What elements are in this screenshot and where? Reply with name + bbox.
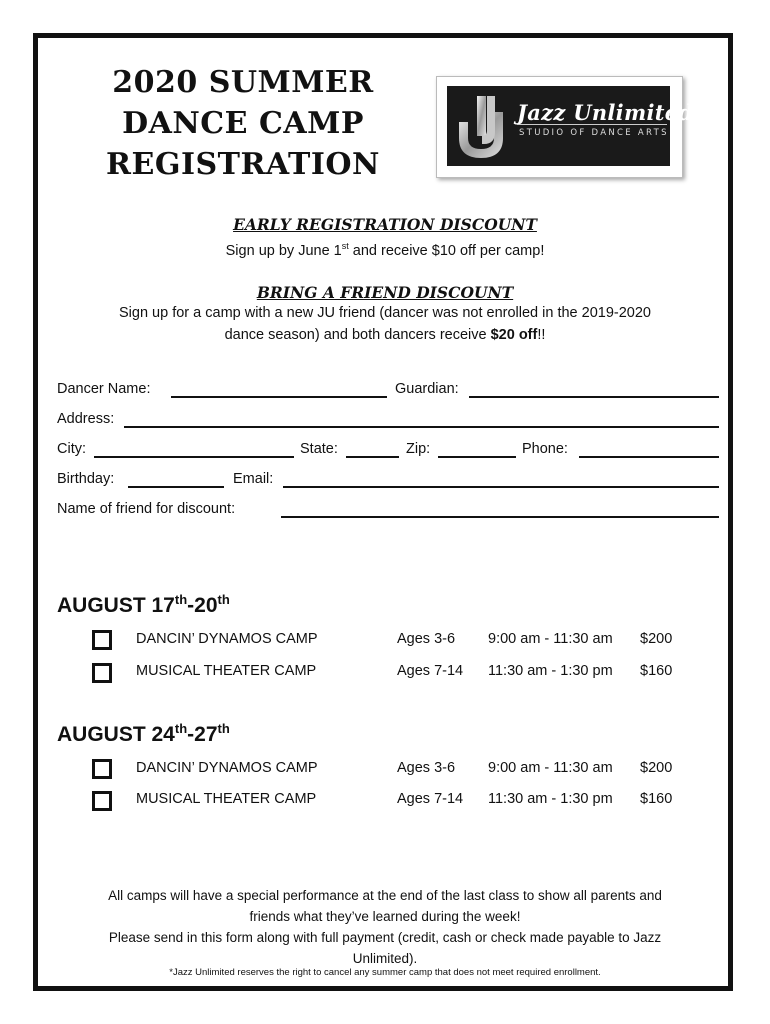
title-line-1: 2020 SUMMER bbox=[112, 65, 374, 100]
dancer-name-label: Dancer Name: bbox=[57, 381, 151, 397]
early-discount-heading: EARLY REGISTRATION DISCOUNT bbox=[233, 215, 537, 234]
city-field[interactable] bbox=[94, 456, 294, 458]
camp-checkbox-aug24-dynamos[interactable] bbox=[92, 759, 112, 779]
friend-name-field[interactable] bbox=[281, 516, 719, 518]
session-1-sup-2: th bbox=[217, 592, 230, 607]
camp-time: 11:30 am - 1:30 pm bbox=[488, 663, 613, 679]
footer-notes bbox=[45, 885, 725, 969]
phone-field[interactable] bbox=[579, 456, 719, 458]
session-2-sup-1: th bbox=[174, 721, 188, 736]
session-2-heading bbox=[57, 723, 230, 747]
early-text-before: Sign up by June 1 bbox=[225, 242, 342, 259]
birthday-label: Birthday: bbox=[57, 471, 115, 487]
friend-line2-after: !! bbox=[537, 327, 546, 343]
email-field[interactable] bbox=[283, 486, 719, 488]
zip-field[interactable] bbox=[438, 456, 516, 458]
dancer-name-field[interactable] bbox=[171, 396, 387, 398]
session-2-mid: -27 bbox=[187, 723, 218, 746]
state-label: State: bbox=[300, 441, 338, 457]
zip-label: Zip: bbox=[406, 441, 431, 457]
camp-name: MUSICAL THEATER CAMP bbox=[136, 791, 317, 807]
address-label: Address: bbox=[57, 411, 115, 427]
camp-time: 9:00 am - 11:30 am bbox=[488, 631, 613, 647]
logo-tagline: STUDIO OF DANCE ARTS bbox=[519, 128, 669, 138]
early-text-after: and receive $10 off per camp! bbox=[348, 242, 545, 259]
camp-ages: Ages 3-6 bbox=[397, 631, 456, 647]
logo-panel bbox=[447, 86, 694, 166]
guardian-field[interactable] bbox=[469, 396, 719, 398]
early-discount-section bbox=[40, 215, 730, 262]
state-field[interactable] bbox=[346, 456, 399, 458]
footer-line-1: All camps will have a special performance at the end of the last class to show all parents and bbox=[108, 888, 662, 903]
camp-ages: Ages 3-6 bbox=[397, 760, 456, 776]
friend-discount-section bbox=[40, 283, 730, 346]
camp-time: 11:30 am - 1:30 pm bbox=[488, 791, 613, 807]
camp-price: $160 bbox=[640, 663, 673, 679]
logo-wordmark: Jazz Unlimited bbox=[517, 100, 694, 125]
session-1-mid: -20 bbox=[187, 594, 218, 617]
camp-checkbox-aug17-theater[interactable] bbox=[92, 663, 112, 683]
phone-label: Phone: bbox=[522, 441, 568, 457]
early-text-sup: st bbox=[341, 241, 349, 251]
friend-discount-line-1: Sign up for a camp with a new JU friend (dancer was not enrolled in the 2019-2020 bbox=[119, 305, 651, 321]
studio-logo bbox=[436, 76, 694, 178]
footer-line-2: friends what they’ve learned during the week! bbox=[249, 909, 521, 924]
email-label: Email: bbox=[233, 471, 274, 487]
early-discount-text bbox=[40, 235, 730, 262]
page-title bbox=[78, 62, 408, 185]
footer-line-3: Please send in this form along with full payment (credit, cash or check made payable to Jazz bbox=[108, 930, 662, 945]
session-1-heading bbox=[57, 594, 230, 618]
camp-name: DANCIN’ DYNAMOS CAMP bbox=[136, 631, 318, 647]
camp-price: $200 bbox=[640, 760, 673, 776]
session-1-sup-1: th bbox=[174, 592, 188, 607]
camp-time: 9:00 am - 11:30 am bbox=[488, 760, 613, 776]
camp-name: DANCIN’ DYNAMOS CAMP bbox=[136, 760, 318, 776]
logo-rule bbox=[517, 124, 667, 125]
address-field[interactable] bbox=[124, 426, 719, 428]
friend-line2-bold: $20 off bbox=[490, 327, 538, 343]
title-line-3: REGISTRATION bbox=[106, 147, 380, 182]
session-1-month: AUGUST 17 bbox=[57, 594, 175, 617]
title-line-2: DANCE CAMP bbox=[122, 106, 364, 141]
camp-ages: Ages 7-14 bbox=[397, 791, 464, 807]
camp-price: $200 bbox=[640, 631, 673, 647]
footer-line-4: Unlimited). bbox=[352, 951, 418, 966]
friend-discount-line-2 bbox=[40, 324, 730, 346]
birthday-field[interactable] bbox=[128, 486, 224, 488]
fine-print: *Jazz Unlimited reserves the right to cancel any summer camp that does not meet required enrollment. bbox=[169, 967, 601, 978]
camp-name: MUSICAL THEATER CAMP bbox=[136, 663, 317, 679]
guardian-label: Guardian: bbox=[395, 381, 459, 397]
friend-line2-before: dance season) and both dancers receive bbox=[224, 327, 491, 343]
session-2-month: AUGUST 24 bbox=[57, 723, 175, 746]
friend-discount-heading: BRING A FRIEND DISCOUNT bbox=[256, 283, 514, 302]
session-2-sup-2: th bbox=[217, 721, 230, 736]
friend-name-label: Name of friend for discount: bbox=[57, 501, 236, 517]
camp-checkbox-aug24-theater[interactable] bbox=[92, 791, 112, 811]
ju-monogram-icon bbox=[451, 92, 517, 162]
city-label: City: bbox=[57, 441, 86, 457]
camp-checkbox-aug17-dynamos[interactable] bbox=[92, 630, 112, 650]
camp-ages: Ages 7-14 bbox=[397, 663, 464, 679]
camp-price: $160 bbox=[640, 791, 673, 807]
